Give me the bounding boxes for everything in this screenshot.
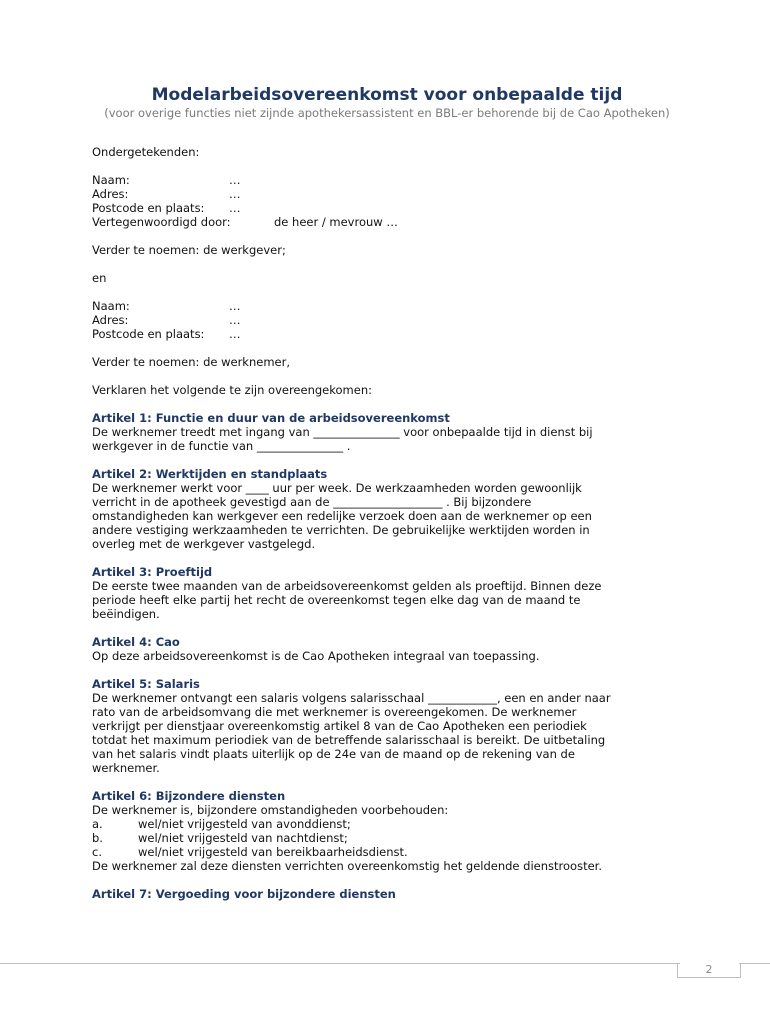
article-2-line: De werknemer werkt voor ____ uur per week. De werkzaamheden worden gewoonlijk <box>92 481 582 495</box>
party1-address-row <box>92 187 682 201</box>
article-7-heading: Artikel 7: Vergoeding voor bijzondere diensten <box>92 887 396 901</box>
article-2-line: omstandigheden kan werkgever een redelijke verzoek doen aan de werknemer op een <box>92 509 592 523</box>
list-text: wel/niet vrijgesteld van avonddienst; <box>138 817 351 831</box>
article-1-line: De werknemer treedt met ingang van _______________ voor onbepaalde tijd in dienst bij <box>92 425 593 439</box>
representative-row <box>92 215 682 229</box>
field-value: de heer / mevrouw … <box>274 215 398 229</box>
article-3-line: beëindigen. <box>92 607 160 621</box>
document-subtitle: (voor overige functies niet zijnde apothekersassistent en BBL-er behorende bij de Cao Apotheken) <box>104 106 670 120</box>
article-5-line: werknemer. <box>92 761 160 775</box>
article-5-line: verkrijgt per dienstjaar overeenkomstig artikel 8 van de Cao Apotheken een periodiek <box>92 719 587 733</box>
article-5-line: De werknemer ontvangt een salaris volgens salarisschaal ____________, een en ander naar <box>92 691 611 705</box>
declare-text: Verklaren het volgende te zijn overeengekomen: <box>92 383 372 397</box>
field-value: … <box>229 201 241 215</box>
party2-address-row <box>92 313 682 327</box>
party1-postcode-row <box>92 201 682 215</box>
field-label: Postcode en plaats: <box>92 201 205 215</box>
field-label: Naam: <box>92 173 130 187</box>
field-label: Vertegenwoordigd door: <box>92 215 231 229</box>
party2-name-row <box>92 299 682 313</box>
field-value: … <box>229 327 241 341</box>
article-6-outro: De werknemer zal deze diensten verrichten overeenkomstig het geldende dienstrooster. <box>92 859 602 873</box>
list-marker: b. <box>92 831 103 845</box>
article-2-line: verricht in de apotheek gevestigd aan de ___________________ . Bij bijzondere <box>92 495 532 509</box>
field-value: … <box>229 299 241 313</box>
list-item <box>92 817 682 831</box>
article-1-heading: Artikel 1: Functie en duur van de arbeidsovereenkomst <box>92 411 450 425</box>
employer-note: Verder te noemen: de werkgever; <box>92 243 286 257</box>
page-number: 2 <box>677 963 741 978</box>
article-5-line: rato van de arbeidsomvang die met werknemer is overeengekomen. De werknemer <box>92 705 577 719</box>
list-marker: a. <box>92 817 103 831</box>
article-4-line: Op deze arbeidsovereenkomst is de Cao Apotheken integraal van toepassing. <box>92 649 540 663</box>
footer-divider <box>0 963 680 964</box>
footer-divider-right <box>739 963 770 964</box>
document-page <box>92 84 682 901</box>
article-3-line: De eerste twee maanden van de arbeidsovereenkomst gelden als proeftijd. Binnen deze <box>92 579 602 593</box>
intro-text: Ondergetekenden: <box>92 145 200 159</box>
article-5-line: totdat het maximum periodiek van de betreffende salarisschaal is bereikt. De uitbetaling <box>92 733 606 747</box>
field-label: Adres: <box>92 313 129 327</box>
field-label: Postcode en plaats: <box>92 327 205 341</box>
field-label: Adres: <box>92 187 129 201</box>
field-value: … <box>229 173 241 187</box>
list-item <box>92 831 682 845</box>
document-title: Modelarbeidsovereenkomst voor onbepaalde tijd <box>151 85 623 105</box>
article-6-intro: De werknemer is, bijzondere omstandigheden voorbehouden: <box>92 803 449 817</box>
article-3-heading: Artikel 3: Proeftijd <box>92 565 213 579</box>
list-marker: c. <box>92 845 102 859</box>
article-2-heading: Artikel 2: Werktijden en standplaats <box>92 467 328 481</box>
field-value: … <box>229 313 241 327</box>
article-5-line: van het salaris vindt plaats uiterlijk op de 24e van de maand op de rekening van de <box>92 747 575 761</box>
article-4-heading: Artikel 4: Cao <box>92 635 180 649</box>
article-2-line: overleg met de werkgever vastgelegd. <box>92 537 316 551</box>
party2-postcode-row <box>92 327 682 341</box>
article-2-line: andere vestiging werkzaamheden te verrichten. De gebruikelijke werktijden worden in <box>92 523 590 537</box>
field-label: Naam: <box>92 299 130 313</box>
party1-name-row <box>92 173 682 187</box>
article-5-heading: Artikel 5: Salaris <box>92 677 200 691</box>
list-item <box>92 845 682 859</box>
and-text: en <box>92 271 107 285</box>
field-value: … <box>229 187 241 201</box>
article-6-heading: Artikel 6: Bijzondere diensten <box>92 789 286 803</box>
article-3-line: periode heeft elke partij het recht de overeenkomst tegen elke dag van de maand te <box>92 593 581 607</box>
list-text: wel/niet vrijgesteld van nachtdienst; <box>138 831 348 845</box>
article-1-line: werkgever in de functie van _______________ . <box>92 439 351 453</box>
employee-note: Verder te noemen: de werknemer, <box>92 355 290 369</box>
list-text: wel/niet vrijgesteld van bereikbaarheidsdienst. <box>138 845 408 859</box>
